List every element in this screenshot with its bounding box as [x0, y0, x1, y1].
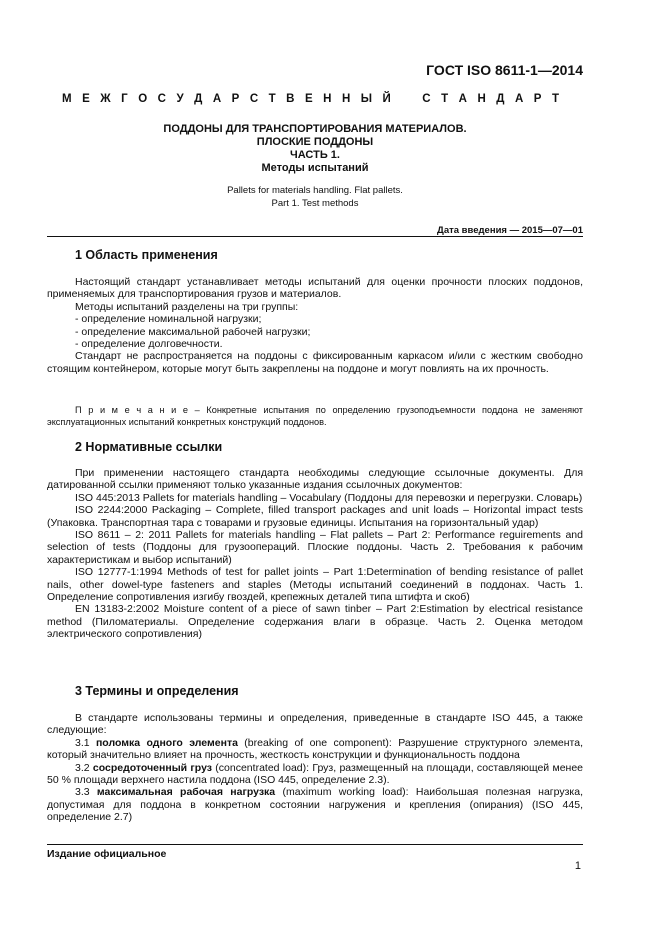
list-item: - определение максимальной рабочей нагрузки;	[75, 325, 311, 338]
term: сосредоточенный груз	[92, 761, 212, 774]
banner-letter: Т	[268, 93, 276, 105]
term-text: (maximum working load): Наибольшая полезная нагрузка, допустимая для поддона в конкретном состоянии нагружения и крепления (опирания) (ISO 445, определение 2.7)	[47, 786, 583, 824]
list-item: - определение номинальной нагрузки;	[75, 313, 262, 326]
title-line: Pallets for materials handling. Flat pallets.	[227, 185, 403, 196]
banner-letter: Е	[82, 93, 90, 105]
banner-letter: А	[514, 93, 524, 105]
paragraph: При применении настоящего стандарта необходимы следующие ссылочные документы. Для датированной ссылки применяют только указанные издания ссылочных документов:	[47, 467, 583, 492]
banner-letter: Т	[551, 93, 559, 105]
standard-code: ГОСТ ISO 8611-1—2014	[426, 62, 583, 78]
reference-item: ISO 8611 – 2: 2011 Pallets for materials handling – Flat pallets – Part 2: Performance reguirements and selection of tests (Поддоны для грузоопераций. Плоские поддоны. Часть 2. Требования к рабочим характеристикам и выбор испытаний)	[47, 529, 583, 566]
section-3-heading: 3 Термины и определения	[75, 684, 239, 698]
banner-letter: Г	[121, 93, 128, 105]
term-definition	[47, 737, 583, 762]
banner-letter: Е	[304, 93, 313, 105]
note-label: П р и м е ч а н и е	[75, 405, 189, 415]
title-line: Part 1. Test methods	[271, 198, 359, 209]
banner-letter: С	[249, 93, 259, 105]
banner-letter: А	[212, 93, 222, 105]
banner-letter: С	[157, 93, 166, 105]
section-2-body	[47, 467, 583, 641]
section-1-body	[47, 276, 583, 375]
banner-letter: Ж	[100, 93, 111, 105]
banner-letter: Д	[194, 93, 203, 105]
term-number: 3.3	[75, 786, 97, 799]
term-text: (concentrated load): Груз, размещенный на площади, составляющей менее 50 % площади верхнего настила поддона (ISO 445, определение 2.3).	[47, 761, 584, 787]
banner-letter: С	[422, 93, 431, 105]
term-definition	[47, 786, 583, 823]
term-number: 3.1	[75, 736, 96, 749]
banner-letter: Н	[323, 93, 332, 105]
banner-letter: Н	[341, 93, 351, 105]
term-text: (breaking of one component): Разрушение структурного элемента, который значительно влияет на прочность, жесткость конструкции и функциональность поддона	[47, 736, 584, 762]
note	[47, 404, 583, 428]
banner-letter: Д	[496, 93, 505, 105]
banner-letter: М	[62, 93, 72, 105]
interstate-standard-banner	[62, 93, 559, 105]
title-line: Методы испытаний	[261, 162, 369, 174]
reference-item: EN 13183-2:2002 Moisture content of a piece of sawn tinber – Part 2:Estimation by electrical resistance method (Пиломатериалы. Определение содержания влаги в образце. Часть 2. Оценка методом электрического сопротивления)	[47, 603, 583, 641]
paragraph: Методы испытаний разделены на три группы:	[75, 300, 299, 313]
term-number: 3.2	[75, 761, 93, 774]
header-rule	[47, 236, 583, 237]
reference-item: ISO 445:2013 Pallets for materials handling – Vocabulary (Поддоны для перевозки и перегрузки. Словарь)	[75, 491, 583, 504]
list-item: - определение долговечности.	[75, 338, 223, 351]
title-line: ПОДДОНЫ ДЛЯ ТРАНСПОРТИРОВАНИЯ МАТЕРИАЛОВ.	[163, 123, 467, 135]
title-russian	[47, 123, 583, 175]
banner-letter: О	[138, 93, 148, 105]
footer-rule	[47, 844, 583, 845]
introduction-date: Дата введения — 2015—07—01	[437, 225, 583, 236]
banner-letter: Н	[477, 93, 486, 105]
title-english	[47, 184, 583, 210]
term: поломка одного элемента	[95, 736, 238, 749]
banner-letter: У	[176, 93, 184, 105]
banner-letter: Ы	[360, 93, 373, 105]
note-text: – Конкретные испытания по определению грузоподъемности поддона не заменяют эксплуатационных испытаний конкретных конструкций поддонов.	[47, 405, 583, 427]
title-line: ЧАСТЬ 1.	[290, 149, 340, 161]
banner-letter: Р	[533, 93, 542, 105]
banner-letter: А	[458, 93, 467, 105]
term: максимальная рабочая нагрузка	[96, 786, 276, 799]
section-2-heading: 2 Нормативные ссылки	[75, 440, 223, 454]
section-3-body	[47, 712, 583, 824]
paragraph: Настоящий стандарт устанавливает методы испытаний для оценки прочности плоских поддонов, применяемых для транспортирования грузов и материалов.	[47, 276, 583, 301]
section-1-heading: 1 Область применения	[75, 248, 218, 262]
banner-letter: Й	[382, 93, 391, 105]
official-edition-label: Издание официальное	[47, 848, 167, 860]
banner-letter: Р	[231, 93, 240, 105]
paragraph: Стандарт не распространяется на поддоны с фиксированным каркасом и/или с жестким свободно стоящим контейнером, которые могут быть закреплены на поддоне и могут повлиять на их прочность.	[47, 350, 583, 375]
reference-item: ISO 12777-1:1994 Methods of test for pallet joints – Part 1:Determination of bending resistance of pallet nails, other dowel-type fasteners and staples (Методы испытаний соединений в поддонах. Часть 1. Определение сопротивления изгибу гвоздей, крепежных деталей типа штифта и скоб)	[47, 566, 583, 604]
banner-letter: В	[286, 93, 295, 105]
reference-item: ISO 2244:2000 Packaging – Complete, filled transport packages and unit loads – Horizontal impact tests (Упаковка. Транспортная тара с товарами и грузовые единицы. Испытания на горизонтальный удар)	[47, 504, 583, 529]
title-line: ПЛОСКИЕ ПОДДОНЫ	[256, 136, 374, 148]
term-definition	[47, 762, 583, 787]
paragraph: В стандарте использованы термины и определения, приведенные в стандарте ISO 445, а также следующие:	[47, 712, 583, 737]
banner-letter: Т	[441, 93, 449, 105]
page-number: 1	[574, 860, 581, 872]
